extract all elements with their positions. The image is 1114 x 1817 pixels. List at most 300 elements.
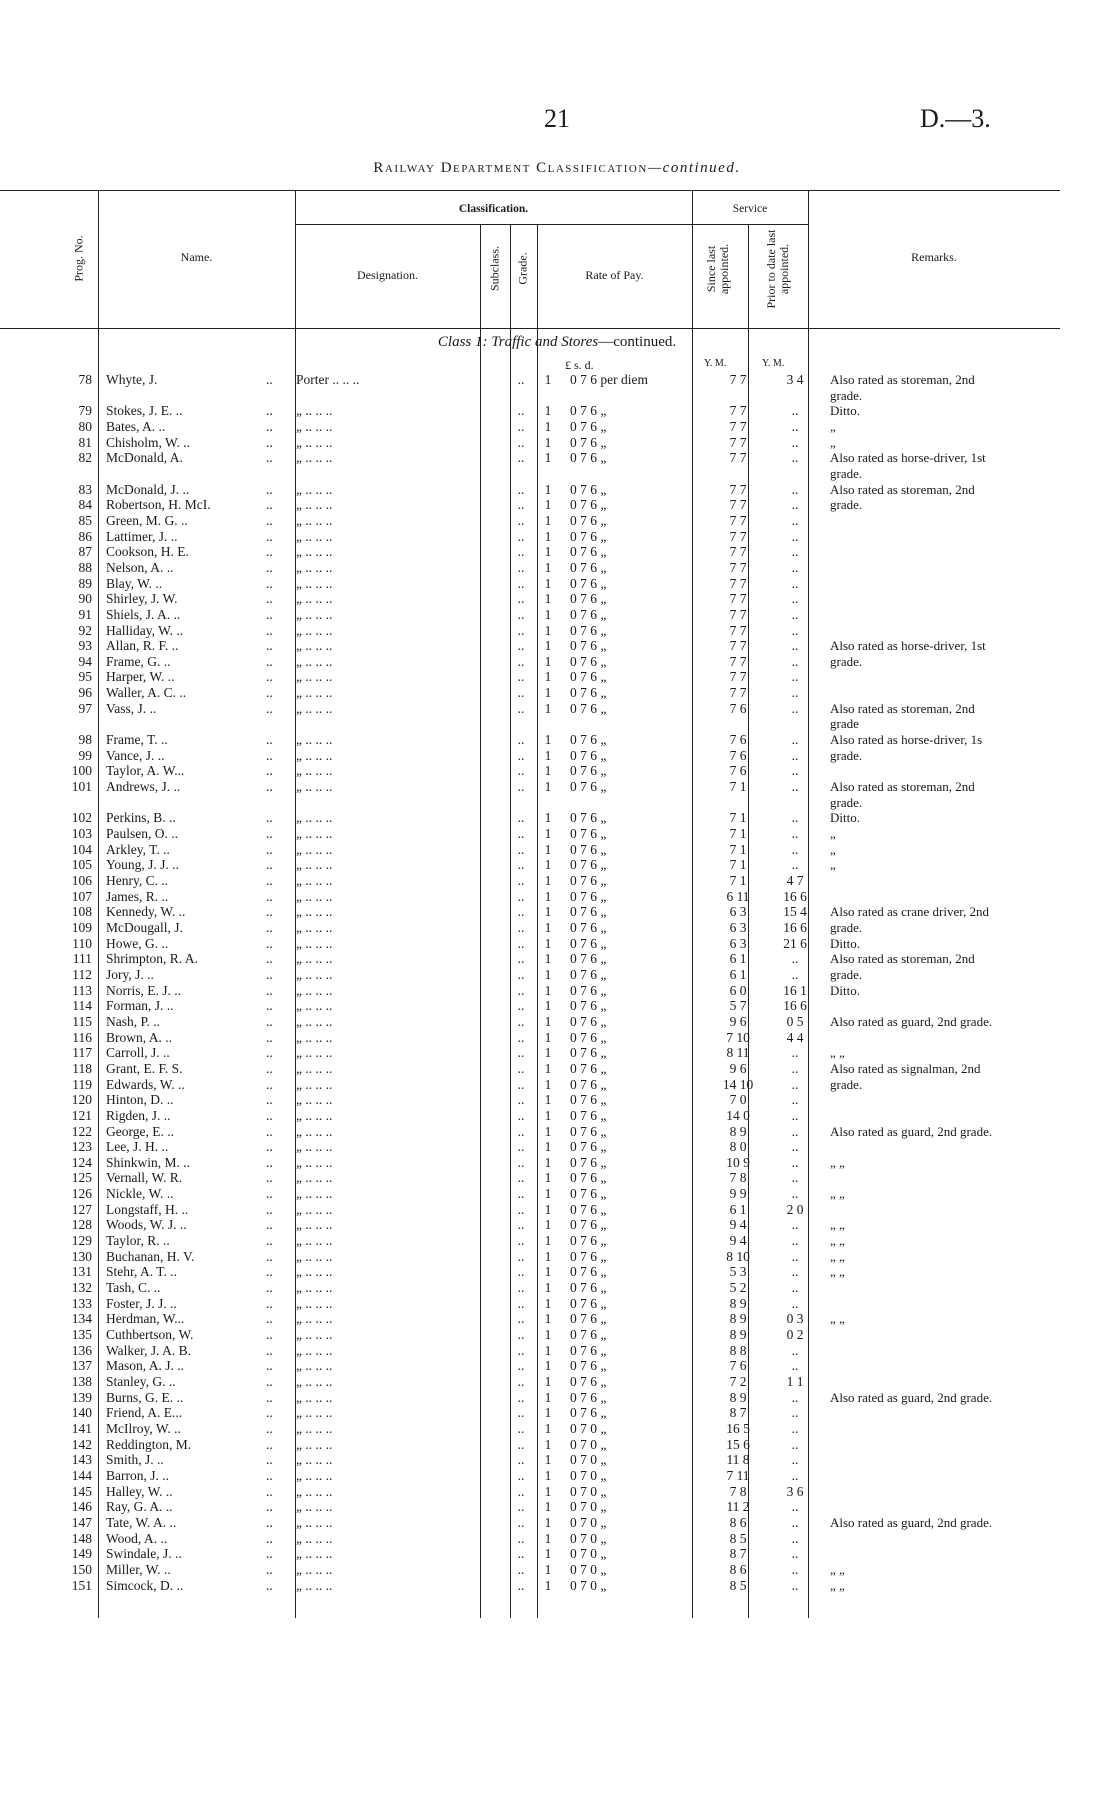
prior-to-date-cell	[766, 466, 824, 482]
name-cell	[106, 763, 292, 779]
prog-no-cell: 101	[71, 779, 92, 795]
table-row	[62, 482, 1050, 498]
name-cell	[106, 607, 292, 623]
employee-name: Perkins, B. ..	[106, 810, 176, 826]
since-last-cell: 6 0	[729, 982, 747, 998]
designation-cell: „ .. .. ..	[296, 1170, 333, 1186]
name-cell	[106, 1499, 292, 1515]
employee-name: Arkley, T. ..	[106, 841, 170, 857]
prior-to-date-cell: 16 6	[783, 998, 807, 1014]
since-last-cell: 6 3	[729, 935, 747, 951]
rate-of-pay-cell: 0 7 6 „	[570, 403, 607, 419]
employee-name: Vance, J. ..	[106, 747, 165, 763]
designation-cell: „ .. .. ..	[296, 418, 333, 434]
rate-of-pay-cell: 0 7 6 „	[570, 888, 607, 904]
subclass-cell: ..	[517, 1045, 525, 1061]
rate-of-pay-cell: 0 7 6 „	[570, 1405, 607, 1421]
grade-cell: 1	[544, 1374, 552, 1389]
subclass-cell: ..	[517, 747, 525, 763]
prog-no-cell: 138	[71, 1374, 92, 1389]
designation-cell: „ .. .. ..	[296, 1154, 333, 1170]
rate-of-pay-cell: 0 7 6 „	[570, 559, 607, 575]
since-last-cell: 7 7	[729, 622, 747, 638]
employee-name: Henry, C. ..	[106, 873, 169, 888]
name-cell	[106, 1264, 292, 1280]
prior-to-date-cell: 0 2	[786, 1327, 804, 1343]
grade-cell	[534, 795, 562, 811]
name-cell	[106, 1170, 292, 1186]
designation-cell: „ .. .. ..	[296, 951, 333, 967]
header-classification: Classification.	[458, 203, 529, 215]
prog-no-cell: 106	[71, 873, 92, 888]
remarks-cell: „ „	[830, 1248, 845, 1264]
table-row	[62, 1155, 1050, 1171]
prior-to-date-cell: ..	[791, 1577, 799, 1593]
employee-name: Harper, W. ..	[106, 669, 175, 685]
table-row	[62, 1311, 1050, 1327]
prior-to-date-cell: ..	[791, 638, 799, 654]
prog-no-cell: 118	[72, 1060, 92, 1076]
designation-cell: „ .. .. ..	[296, 1483, 333, 1499]
name-cell	[106, 576, 292, 592]
prog-no-cell: 150	[71, 1561, 92, 1577]
prog-no-cell: 120	[71, 1092, 92, 1108]
table-row	[62, 1186, 1050, 1202]
rate-of-pay-cell: 0 7 6 „	[570, 826, 607, 842]
designation-cell: „ .. .. ..	[296, 1280, 333, 1296]
since-last-cell: 7 6	[729, 700, 747, 716]
subclass-cell: ..	[517, 1280, 525, 1296]
table-row	[62, 1358, 1050, 1374]
prog-no-cell: 131	[71, 1264, 92, 1280]
designation-cell: „ .. .. ..	[296, 1217, 333, 1233]
grade-cell: 1	[544, 1577, 552, 1593]
subclass-cell: ..	[517, 512, 525, 528]
prog-no-cell	[62, 466, 106, 482]
leader-dots: ..	[266, 1436, 273, 1452]
subclass-cell: ..	[517, 826, 525, 842]
name-cell	[106, 826, 292, 842]
prog-no-cell: 128	[71, 1217, 92, 1233]
leader-dots: ..	[266, 904, 273, 920]
remarks-cell	[824, 1484, 1050, 1500]
remarks-cell: „ „	[830, 1233, 845, 1249]
name-cell	[106, 1468, 292, 1484]
subclass-cell: ..	[517, 638, 525, 654]
table-row	[62, 873, 1050, 889]
grade-cell: 1	[544, 732, 552, 748]
rate-of-pay-cell: 0 7 6 „	[570, 810, 607, 826]
leader-dots: ..	[266, 888, 273, 904]
leader-dots: ..	[266, 1327, 273, 1343]
leader-dots: ..	[266, 606, 273, 622]
since-last-cell: 14 0	[726, 1107, 750, 1123]
designation-cell: Porter .. .. ..	[296, 372, 360, 387]
designation-cell: „ .. .. ..	[296, 732, 333, 748]
prior-to-date-cell: 15 4	[783, 904, 807, 920]
designation-cell: „ .. .. ..	[296, 779, 333, 795]
designation-cell: „ .. .. ..	[296, 450, 333, 466]
prior-to-date-cell: 4 7	[786, 873, 804, 888]
remarks-cell	[824, 1108, 1050, 1124]
remarks-cell	[824, 889, 1050, 905]
since-last-cell: 6 1	[729, 951, 747, 967]
grade-cell: 1	[544, 434, 552, 450]
grade-cell: 1	[544, 544, 552, 560]
prog-no-cell: 135	[71, 1327, 92, 1343]
table-row	[62, 466, 1050, 482]
table-row	[62, 1264, 1050, 1280]
remarks-cell	[824, 685, 1050, 701]
since-last-cell: 7 1	[729, 873, 747, 888]
employee-name: Shirley, J. W.	[106, 591, 178, 607]
name-cell	[106, 1124, 292, 1140]
designation-cell: „ .. .. ..	[296, 1452, 333, 1468]
remarks-cell: grade.	[830, 794, 863, 810]
grade-cell: 1	[544, 826, 552, 842]
prior-to-date-cell: ..	[791, 1170, 799, 1186]
designation-cell: „ .. .. ..	[296, 1029, 333, 1045]
rate-of-pay-cell: 0 7 0 „	[570, 1530, 607, 1546]
grade-cell: 1	[544, 935, 552, 951]
name-cell	[106, 920, 292, 936]
leader-dots: ..	[266, 935, 273, 951]
prior-to-date-cell: ..	[791, 1280, 799, 1296]
designation-cell: „ .. .. ..	[296, 1139, 333, 1155]
name-cell	[106, 669, 292, 685]
employee-name: Tash, C. ..	[106, 1280, 161, 1296]
prior-to-date-cell: ..	[791, 747, 799, 763]
remarks-cell	[824, 1546, 1050, 1562]
since-last-cell: 6 1	[729, 966, 747, 982]
rate-of-pay-cell: 0 7 6 „	[570, 919, 607, 935]
since-last-cell: 7 7	[729, 544, 747, 560]
designation-cell: „ .. .. ..	[296, 1514, 333, 1530]
subclass-cell: ..	[517, 732, 525, 748]
grade-cell: 1	[544, 638, 552, 654]
prior-to-date-cell: ..	[791, 450, 799, 466]
employee-name: Shiels, J. A. ..	[106, 606, 181, 622]
header-name: Name.	[180, 250, 213, 264]
grade-cell: 1	[544, 1123, 552, 1139]
since-last-cell: 7 2	[729, 1374, 747, 1389]
rate-of-pay-cell: 0 7 6 „	[570, 904, 607, 920]
grade-cell: 1	[544, 951, 552, 967]
prior-to-date-cell: ..	[791, 575, 799, 591]
employee-name: Longstaff, H. ..	[106, 1201, 189, 1217]
prog-no-cell: 123	[71, 1139, 92, 1155]
rate-of-pay-cell: 0 7 6 „	[570, 450, 607, 466]
prog-no-cell: 84	[78, 497, 92, 513]
subclass-cell	[508, 795, 534, 811]
prog-no-cell: 103	[71, 826, 92, 842]
subclass-cell: ..	[517, 873, 525, 888]
leader-dots: ..	[266, 1123, 273, 1139]
subclass-cell: ..	[517, 1577, 525, 1593]
designation-cell: „ .. .. ..	[296, 1248, 333, 1264]
grade-cell: 1	[544, 810, 552, 826]
name-cell	[106, 1014, 292, 1030]
employee-name: Cookson, H. E.	[106, 544, 189, 560]
page-title-continued: —continued.	[647, 160, 741, 176]
remarks-cell	[824, 1374, 1050, 1390]
prog-no-cell: 80	[78, 418, 92, 434]
remarks-cell	[824, 669, 1050, 685]
subclass-cell: ..	[517, 1436, 525, 1452]
prog-no-cell: 82	[78, 450, 92, 466]
grade-cell: 1	[544, 1139, 552, 1155]
rate-of-pay-cell: 0 7 6 „	[570, 622, 607, 638]
rate-of-pay-cell: 0 7 6 „	[570, 1029, 607, 1045]
since-last-cell: 7 7	[729, 450, 747, 466]
document-reference: D.—3.	[920, 104, 991, 133]
table-row	[62, 450, 1050, 466]
header-bottom-rule	[0, 328, 1060, 329]
designation-cell: „ .. .. ..	[296, 826, 333, 842]
rate-of-pay-cell: 0 7 0 „	[570, 1436, 607, 1452]
rate-of-pay-cell: 0 7 0 „	[570, 1452, 607, 1468]
grade-cell: 1	[544, 1467, 552, 1483]
prior-to-date-cell: ..	[791, 653, 799, 669]
rate-of-pay-cell: 0 7 6 „	[570, 1311, 607, 1327]
designation-cell: „ .. .. ..	[296, 1201, 333, 1217]
name-cell	[106, 951, 292, 967]
prog-no-cell: 85	[78, 512, 92, 528]
rate-of-pay-cell: 0 7 6 „	[570, 1170, 607, 1186]
remarks-cell: „ „	[830, 1577, 845, 1593]
leader-dots: ..	[266, 1013, 273, 1029]
prior-to-date-cell: 3 6	[786, 1483, 804, 1499]
grade-cell: 1	[544, 1420, 552, 1436]
since-last-cell: 7 7	[729, 685, 747, 701]
table-row	[62, 1296, 1050, 1312]
prior-to-date-cell: 4 4	[786, 1029, 804, 1045]
name-cell	[106, 732, 292, 748]
prog-no-cell: 133	[71, 1295, 92, 1311]
since-last-cell: 5 3	[729, 1264, 747, 1280]
prior-to-date-cell: ..	[791, 1123, 799, 1139]
remarks-cell: grade.	[830, 653, 863, 669]
remarks-cell	[824, 1452, 1050, 1468]
subclass-cell: ..	[517, 966, 525, 982]
leader-dots: ..	[266, 1467, 273, 1483]
table-row	[62, 1045, 1050, 1061]
since-last-cell	[710, 388, 766, 404]
table-row	[62, 1030, 1050, 1046]
prog-no-cell: 79	[78, 403, 92, 419]
designation-cell: „ .. .. ..	[296, 1530, 333, 1546]
table-row	[62, 1124, 1050, 1140]
rate-of-pay-cell: 0 7 6 „	[570, 528, 607, 544]
remarks-cell	[824, 1139, 1050, 1155]
subclass-cell: ..	[517, 841, 525, 857]
subclass-cell: ..	[517, 606, 525, 622]
designation-cell: „ .. .. ..	[296, 638, 333, 654]
table-row	[62, 591, 1050, 607]
employee-name: Forman, J. ..	[106, 998, 174, 1014]
subclass-cell	[508, 388, 534, 404]
remarks-cell: grade.	[830, 747, 863, 763]
leader-dots: ..	[266, 700, 273, 716]
subclass-cell: ..	[517, 1029, 525, 1045]
subclass-cell: ..	[517, 951, 525, 967]
rate-of-pay-cell: 0 7 6 „	[570, 1389, 607, 1405]
rate-of-pay-cell: 0 7 6 „	[570, 669, 607, 685]
subclass-cell: ..	[517, 1295, 525, 1311]
since-last-cell: 9 4	[729, 1233, 747, 1249]
leader-dots: ..	[266, 1577, 273, 1593]
rate-of-pay-cell: 0 7 0 „	[570, 1577, 607, 1593]
name-cell	[106, 936, 292, 952]
since-last-cell: 8 7	[729, 1546, 747, 1562]
table-row	[62, 1249, 1050, 1265]
leader-dots: ..	[266, 951, 273, 967]
employee-name: Allan, R. F. ..	[106, 638, 179, 654]
grade-cell: 1	[544, 1483, 552, 1499]
leader-dots: ..	[266, 966, 273, 982]
subclass-cell: ..	[517, 1389, 525, 1405]
designation-cell: „ .. .. ..	[296, 1013, 333, 1029]
grade-cell: 1	[544, 403, 552, 419]
grade-cell: 1	[544, 982, 552, 998]
subclass-cell: ..	[517, 857, 525, 873]
name-cell	[106, 1155, 292, 1171]
prog-no-cell: 129	[71, 1233, 92, 1249]
prior-to-date-cell: ..	[791, 1467, 799, 1483]
prog-no-cell: 78	[78, 372, 92, 387]
grade-cell: 1	[544, 1452, 552, 1468]
remarks-cell: Ditto.	[830, 935, 860, 951]
remarks-cell	[824, 529, 1050, 545]
table-row	[62, 1327, 1050, 1343]
prior-to-date-cell: ..	[791, 1295, 799, 1311]
rate-of-pay-cell: 0 7 6 „	[570, 732, 607, 748]
classification-table-body	[62, 372, 1050, 1593]
subclass-cell: ..	[517, 622, 525, 638]
table-row	[62, 1562, 1050, 1578]
leader-dots: ..	[266, 1342, 273, 1358]
designation-cell: „ .. .. ..	[296, 873, 333, 888]
prior-to-date-cell: ..	[791, 951, 799, 967]
remarks-cell	[824, 1499, 1050, 1515]
table-row	[62, 857, 1050, 873]
grade-cell: 1	[544, 1076, 552, 1092]
subclass-cell: ..	[517, 653, 525, 669]
employee-name: Ray, G. A. ..	[106, 1499, 173, 1515]
rate-of-pay-cell: 0 7 6 „	[570, 1060, 607, 1076]
since-last-cell: 7 1	[729, 857, 747, 873]
since-last-cell: 11 8	[726, 1452, 750, 1468]
subclass-cell: ..	[517, 1342, 525, 1358]
name-cell	[106, 1390, 292, 1406]
table-row	[62, 685, 1050, 701]
leader-dots: ..	[266, 1201, 273, 1217]
rate-of-pay-cell: 0 7 6 „	[570, 591, 607, 607]
name-cell	[106, 1186, 292, 1202]
name-cell	[106, 388, 292, 404]
table-row	[62, 748, 1050, 764]
leader-dots: ..	[266, 653, 273, 669]
since-last-cell: 7 6	[729, 763, 747, 779]
since-last-cell: 15 6	[726, 1436, 750, 1452]
prior-to-date-cell: 16 1	[783, 982, 807, 998]
rate-of-pay-cell: 0 7 6 „	[570, 935, 607, 951]
section-class-name: Traffic and Stores	[491, 334, 599, 350]
since-last-cell: 10 9	[726, 1154, 750, 1170]
leader-dots: ..	[266, 1405, 273, 1421]
rate-of-pay-cell: 0 7 6 „	[570, 747, 607, 763]
leader-dots: ..	[266, 810, 273, 826]
name-cell	[106, 497, 292, 513]
header-designation: Designation.	[357, 268, 418, 282]
remarks-cell	[824, 1421, 1050, 1437]
table-row	[62, 779, 1050, 795]
since-last-cell: 7 7	[729, 638, 747, 654]
rate-of-pay-cell: 0 7 6 „	[570, 481, 607, 497]
prior-to-date-cell: ..	[791, 826, 799, 842]
employee-name: Herdman, W...	[106, 1311, 185, 1327]
name-cell	[106, 1327, 292, 1343]
since-last-cell: 6 3	[729, 904, 747, 920]
grade-cell	[534, 388, 562, 404]
subclass-cell: ..	[517, 888, 525, 904]
prog-no-cell: 126	[71, 1186, 92, 1202]
rate-of-pay-cell: 0 7 6 „	[570, 1013, 607, 1029]
rate-of-pay-cell: 0 7 6 „	[570, 685, 607, 701]
table-row	[62, 998, 1050, 1014]
remarks-cell: Also rated as storeman, 2nd	[830, 700, 975, 716]
rate-of-pay-cell: 0 7 6 „	[570, 1217, 607, 1233]
leader-dots: ..	[266, 512, 273, 528]
since-last-cell: 7 6	[729, 747, 747, 763]
prog-no-cell: 115	[72, 1013, 92, 1029]
employee-name: Foster, J. J. ..	[106, 1295, 177, 1311]
prior-to-date-cell	[766, 795, 824, 811]
rate-of-pay-cell: 0 7 6 „	[570, 763, 607, 779]
rate-of-pay-cell: 0 7 6 „	[570, 418, 607, 434]
since-last-cell: 8 7	[729, 1405, 747, 1421]
rate-of-pay-cell: 0 7 6 „	[570, 841, 607, 857]
remarks-cell: grade.	[830, 387, 863, 403]
grade-cell: 1	[544, 1233, 552, 1249]
prior-to-date-cell: ..	[791, 966, 799, 982]
grade-cell: 1	[544, 1358, 552, 1374]
remarks-cell: „ „	[830, 1154, 845, 1170]
subclass-cell: ..	[517, 591, 525, 607]
since-last-cell: 5 7	[729, 998, 747, 1014]
name-cell	[106, 403, 292, 419]
grade-cell: 1	[544, 1436, 552, 1452]
subclass-cell: ..	[517, 418, 525, 434]
leader-dots: ..	[266, 1217, 273, 1233]
name-cell	[106, 1233, 292, 1249]
since-last-cell: 8 9	[729, 1123, 747, 1139]
grade-cell: 1	[544, 1264, 552, 1280]
subclass-cell: ..	[517, 669, 525, 685]
remarks-cell	[824, 1531, 1050, 1547]
subclass-cell: ..	[517, 434, 525, 450]
subclass-cell: ..	[517, 1467, 525, 1483]
rate-of-pay-cell: 0 7 6 „	[570, 857, 607, 873]
rate-of-pay-cell: 0 7 6 „	[570, 1264, 607, 1280]
name-cell	[106, 1108, 292, 1124]
header-service: Service	[732, 203, 768, 215]
since-last-cell	[710, 795, 766, 811]
subclass-cell: ..	[517, 1092, 525, 1108]
since-last-cell: 7 6	[729, 732, 747, 748]
table-row	[62, 936, 1050, 952]
prog-no-cell: 97	[78, 700, 92, 716]
